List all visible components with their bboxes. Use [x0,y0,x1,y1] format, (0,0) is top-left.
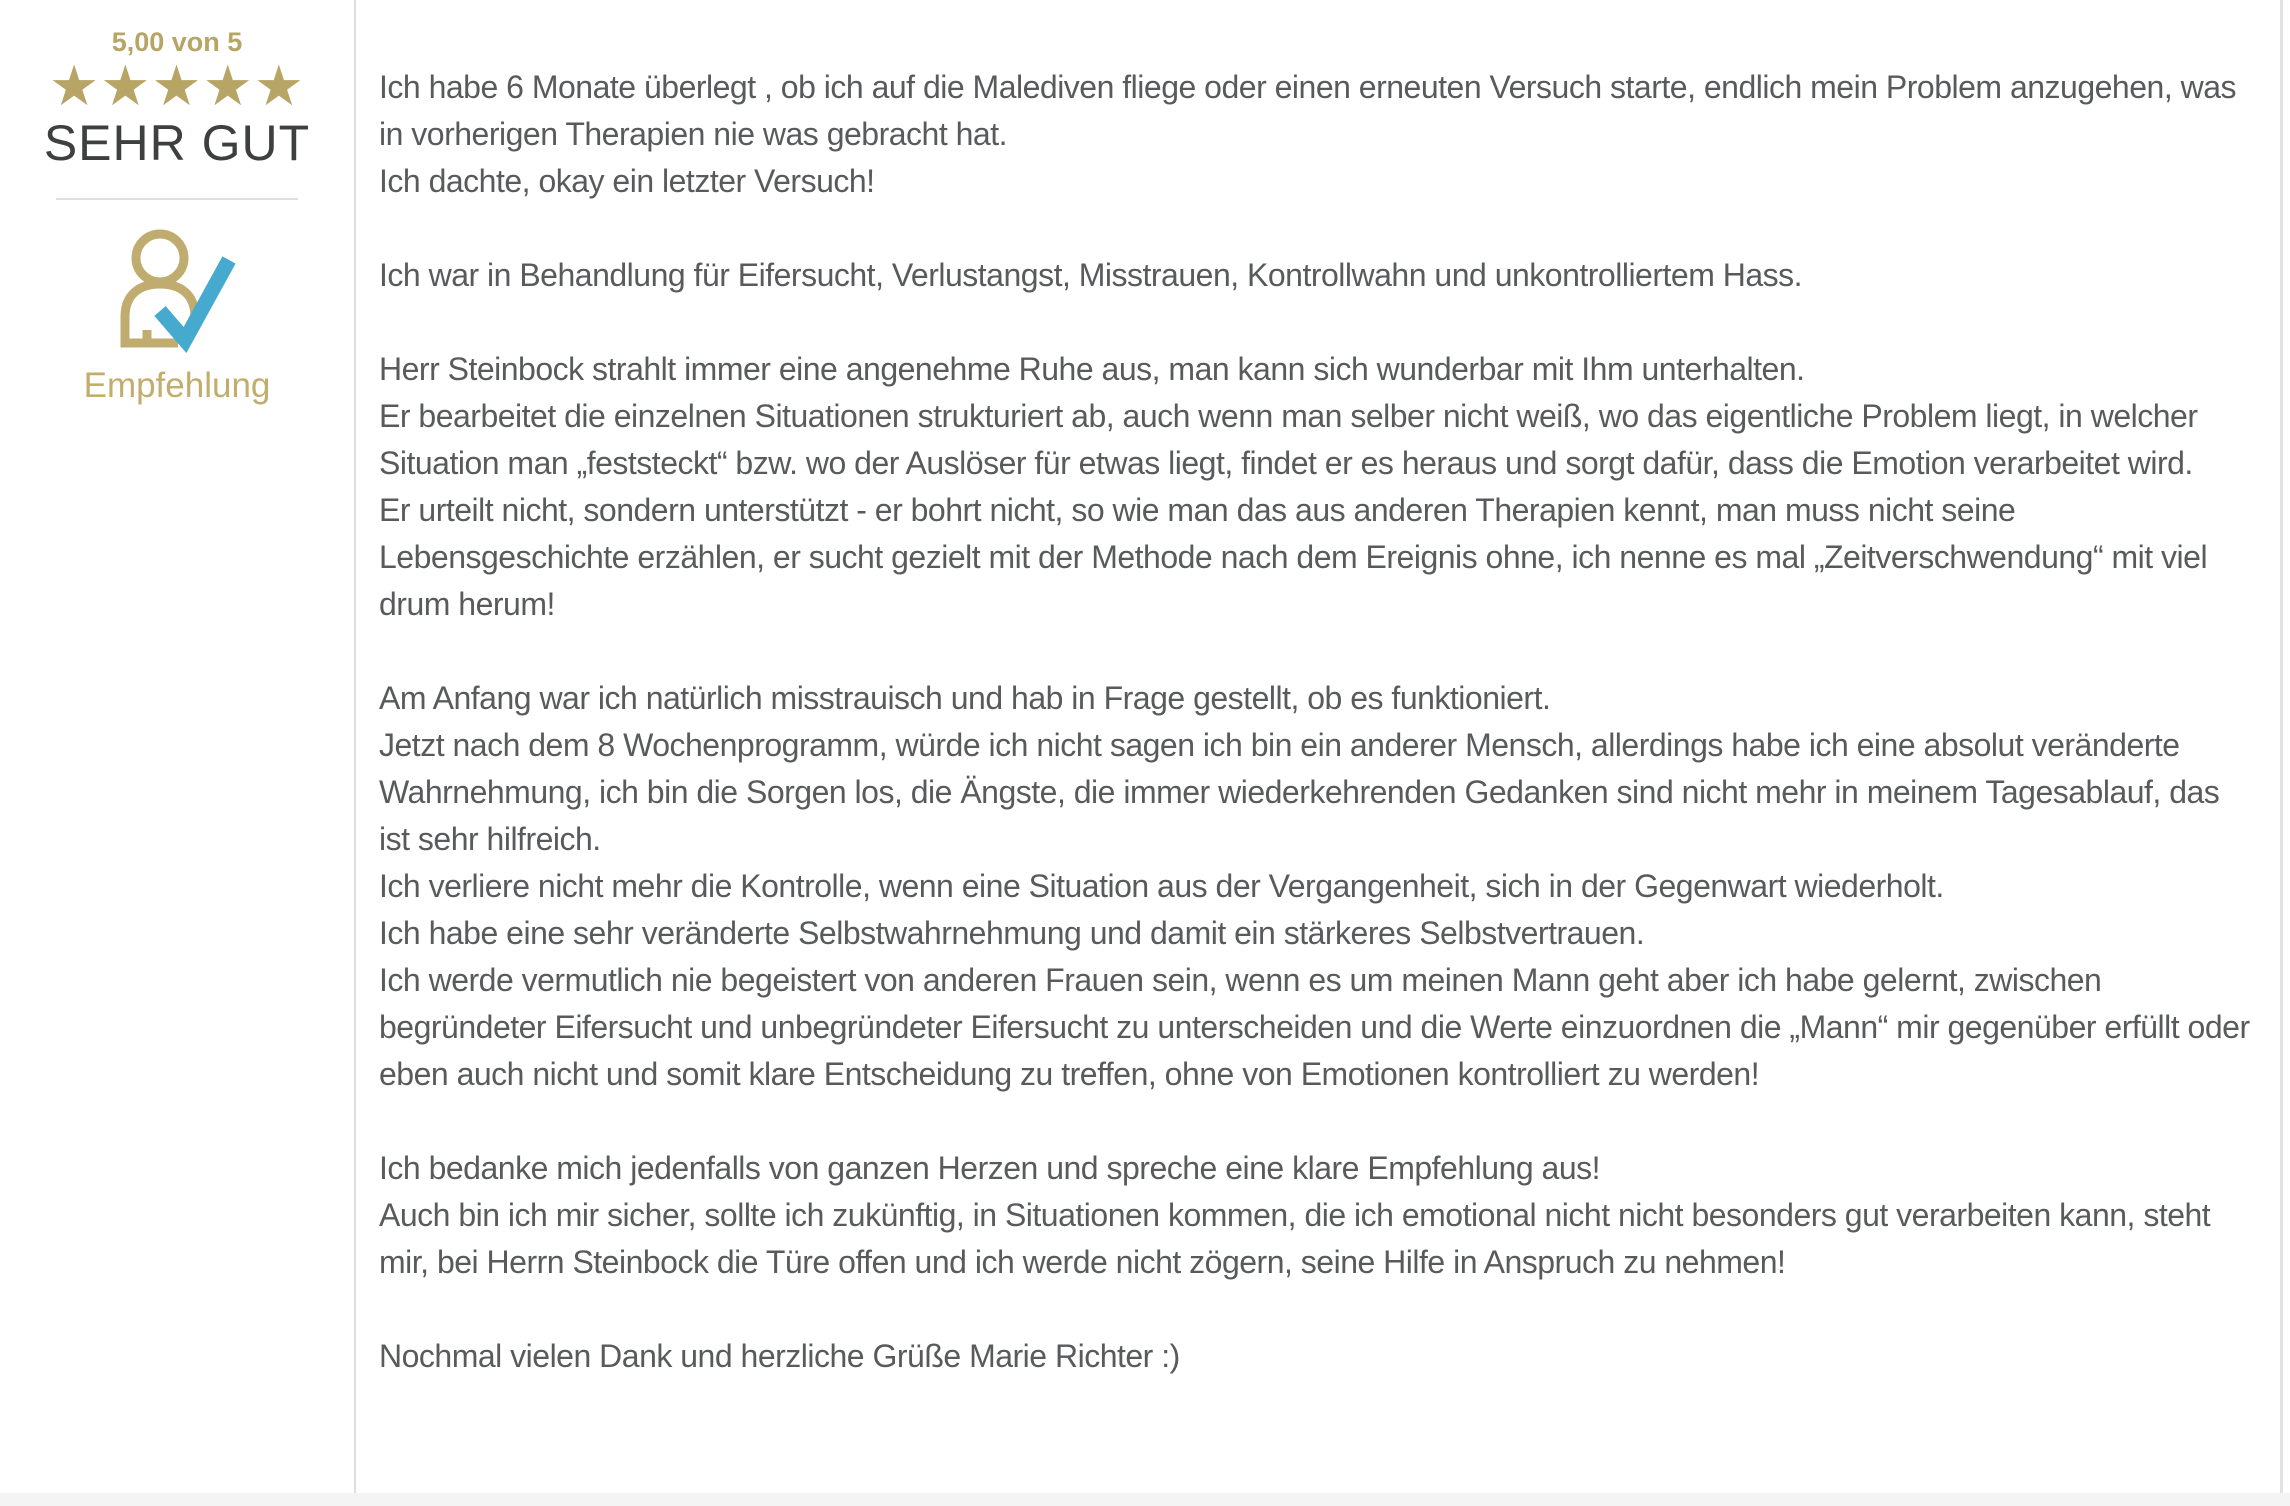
review-text [356,0,2290,1493]
review-paragraph [379,252,2256,299]
star-icon: ★ [202,54,254,119]
rating-sidebar [0,0,356,1493]
star-icon: ★ [253,54,305,119]
review-line: Er bearbeitet die einzelnen Situationen strukturiert ab, auch wenn man selber nicht weiß, wo das eigentliche Problem liegt, in welcher Situation man „feststeckt“ bzw. wo der Auslöser für etwas liegt, findet er es heraus und sorgt dafür, dass die Emotion verarbeitet wird. [379,398,2198,481]
review-line: Ich war in Behandlung für Eifersucht, Verlustangst, Misstrauen, Kontrollwahn und unkontrolliertem Hass. [379,257,1803,293]
star-icon: ★ [48,54,101,119]
person-check-icon [0,227,354,358]
card-bottom-border [0,1493,2290,1506]
review-line: Auch bin ich mir sicher, sollte ich zukünftig, in Situationen kommen, die ich emotional nicht nicht besonders gut verarbeiten kann, steht mir, bei Herrn Steinbock die Türe offen und ich werde nicht zögern, seine Hilfe in Anspruch zu nehmen! [379,1197,2211,1280]
review-line: Er urteilt nicht, sondern unterstützt - er bohrt nicht, so wie man das aus anderen Therapien kennt, man muss nicht seine Lebensgeschichte erzählen, er sucht gezielt mit der Methode nach dem Ereignis ohne, ich nenne es mal „Zeitverschwendung“ mit viel drum herum! [379,492,2208,622]
review-line: Ich dachte, okay ein letzter Versuch! [379,163,875,199]
review-line: Ich werde vermutlich nie begeistert von anderen Frauen sein, wenn es um meinen Mann geht aber ich habe gelernt, zwischen begründeter Eifersucht und unbegründeter Eifersucht zu unterscheiden und die Werte einzuordnen die „Mann“ mir gegenüber erfüllt oder eben auch nicht und somit klare Entscheidung zu treffen, ohne von Emotionen kontrolliert zu werden! [379,962,2250,1092]
star-icon: ★ [151,54,203,119]
review-paragraph [379,346,2256,628]
review-line: Herr Steinbock strahlt immer eine angenehme Ruhe aus, man kann sich wunderbar mit Ihm unterhalten. [379,351,1805,387]
review-line: Ich habe eine sehr veränderte Selbstwahrnehmung und damit ein stärkeres Selbstvertrauen. [379,915,1645,951]
review-paragraph [379,1145,2256,1286]
review-line: Am Anfang war ich natürlich misstrauisch und hab in Frage gestellt, ob es funktioniert. [379,680,1551,716]
review-paragraph [379,64,2256,205]
rating-verdict: SEHR GUT [43,115,311,171]
review-paragraph [379,675,2256,1098]
star-rating [0,54,354,119]
recommendation-label: Empfehlung [83,366,271,405]
review-line: Ich habe 6 Monate überlegt , ob ich auf die Malediven fliege oder einen erneuten Versuch starte, endlich mein Problem anzugehen, was in vorherigen Therapien nie was gebracht hat. [379,69,2236,152]
review-line: Jetzt nach dem 8 Wochenprogramm, würde ich nicht sagen ich bin ein anderer Mensch, allerdings habe ich eine absolut veränderte Wahrnehmung, ich bin die Sorgen los, die Ängste, die immer wiederkehrenden Gedanken sind nicht mehr in meinem Tagesablauf, das ist sehr hilfreich. [379,727,2220,857]
review-paragraph [379,1333,2256,1380]
rating-score: 5,00 von 5 [111,27,243,57]
review-line: Ich bedanke mich jedenfalls von ganzen Herzen und spreche eine klare Empfehlung aus! [379,1150,1601,1186]
sidebar-divider [56,198,298,200]
card-right-border [2280,0,2283,1493]
review-line: Ich verliere nicht mehr die Kontrolle, wenn eine Situation aus der Vergangenheit, sich in der Gegenwart wiederholt. [379,868,1944,904]
review-line: Nochmal vielen Dank und herzliche Grüße Marie Richter :) [379,1338,1180,1374]
star-icon: ★ [100,54,152,119]
